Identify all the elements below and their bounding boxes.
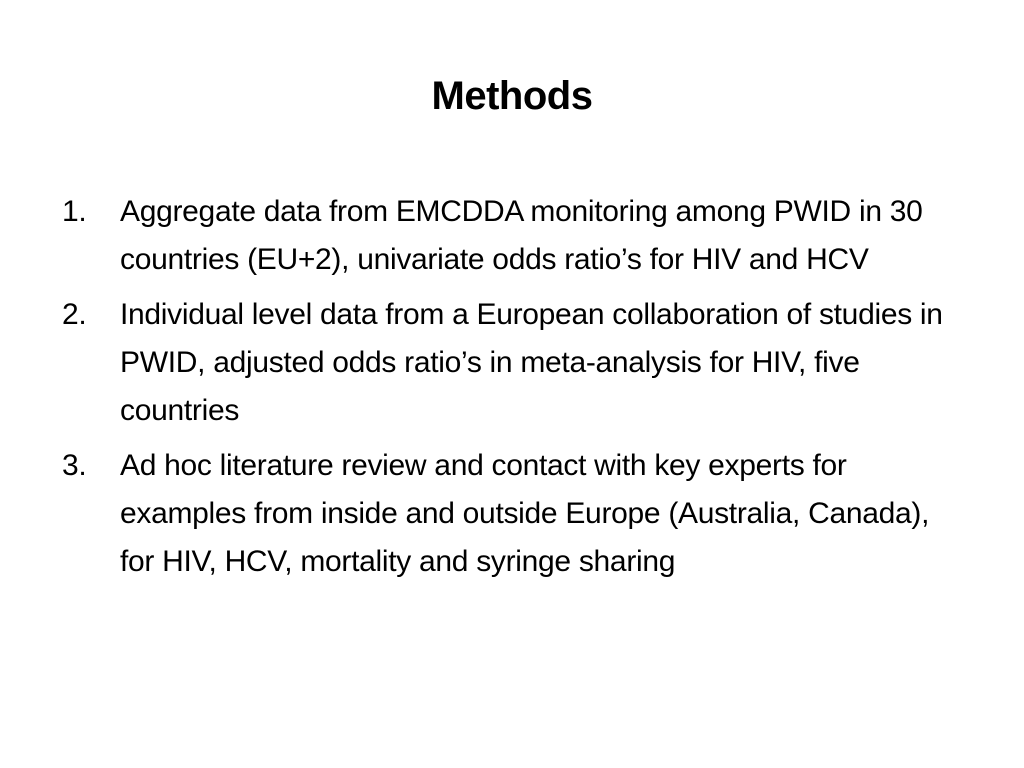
- list-item-number: 1.: [62, 195, 87, 228]
- slide-title: Methods: [431, 74, 593, 118]
- list-item: [62, 188, 962, 284]
- list-item-text: Ad hoc literature review and contact with key experts for examples from inside and outside Europe (Australia, Canada), for HIV, HCV, mortality and syringe sharing: [120, 449, 930, 578]
- list-item-number: 2.: [62, 298, 87, 331]
- list-item-text: Aggregate data from EMCDDA monitoring among PWID in 30 countries (EU+2), univariate odds ratio’s for HIV and HCV: [120, 195, 923, 276]
- list-item-number: 3.: [62, 449, 87, 482]
- methods-list: [62, 188, 962, 593]
- list-item-text: Individual level data from a European collaboration of studies in PWID, adjusted odds ratio’s in meta-analysis for HIV, five countries: [120, 298, 943, 427]
- list-item: [62, 442, 962, 586]
- list-item: [62, 291, 962, 435]
